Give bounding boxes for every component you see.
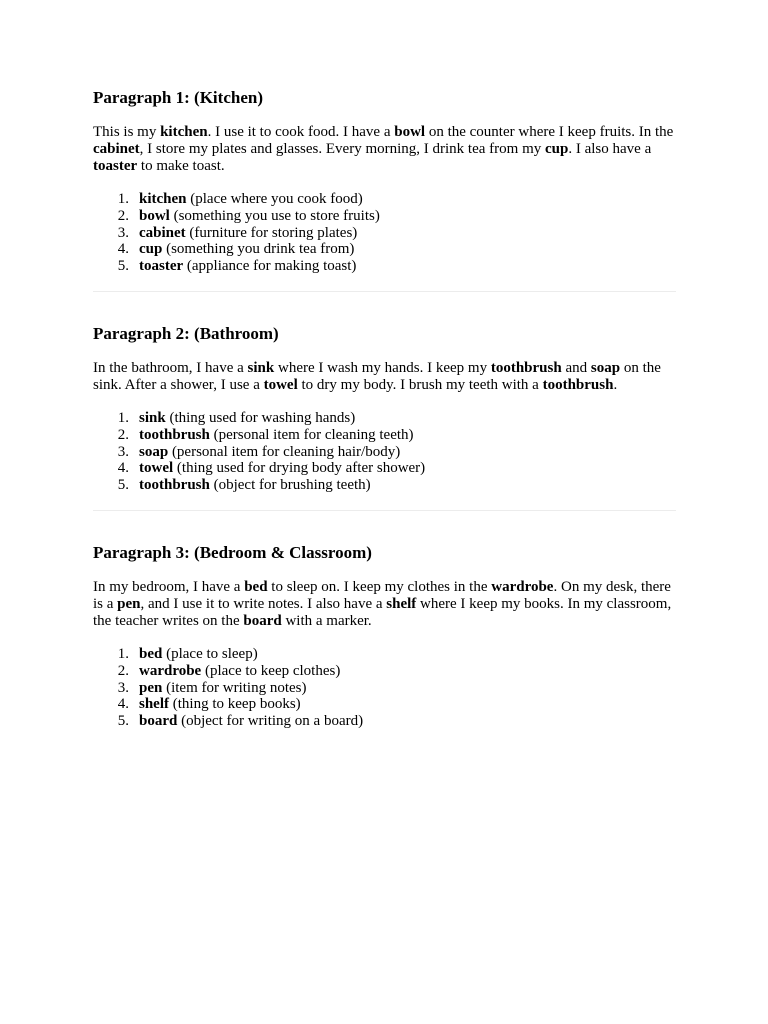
paragraph-text: where I keep my books. In my classroom, the teacher writes on the xyxy=(93,595,672,629)
vocab-definition: (thing used for drying body after shower) xyxy=(173,460,426,477)
vocab-term: cabinet xyxy=(139,224,186,241)
list-number: 3. xyxy=(117,679,129,696)
paragraph-text: In the bathroom, I have a xyxy=(93,359,248,376)
vocab-word: toothbrush xyxy=(490,359,562,376)
vocab-term: bowl xyxy=(139,207,170,224)
list-number: 5. xyxy=(117,258,129,275)
vocab-definition: (place to sleep) xyxy=(162,645,258,662)
vocab-word: cabinet xyxy=(93,141,140,157)
vocab-term: bed xyxy=(139,645,163,662)
list-number: 5. xyxy=(117,713,129,730)
vocab-word: bowl xyxy=(394,124,426,140)
vocab-definition: (personal item for cleaning teeth) xyxy=(209,426,414,443)
list-number: 1. xyxy=(117,409,129,426)
vocab-term: pen xyxy=(139,679,163,696)
vocab-list-item xyxy=(93,713,676,730)
paragraph-text: , and I use it to write notes. I also have a xyxy=(140,595,387,612)
vocab-word: towel xyxy=(263,376,298,393)
section-paragraph xyxy=(93,360,676,394)
section-heading: Paragraph 3: (Bedroom & Classroom) xyxy=(93,542,372,562)
vocab-definition: (object for brushing teeth) xyxy=(209,477,371,494)
vocab-term: board xyxy=(139,713,178,730)
vocab-word: cup xyxy=(545,141,569,157)
vocab-definition: (thing to keep books) xyxy=(169,696,301,713)
vocab-definition: (item for writing notes) xyxy=(162,679,307,696)
paragraph-text: where I wash my hands. I keep my xyxy=(274,359,491,376)
section-divider xyxy=(93,510,676,511)
vocab-term: soap xyxy=(139,443,169,460)
vocab-definition: (object for writing on a board) xyxy=(177,713,364,730)
vocab-definition: (thing used for washing hands) xyxy=(165,409,356,426)
vocab-list-item xyxy=(93,208,676,225)
section-heading: Paragraph 2: (Bathroom) xyxy=(93,323,279,343)
list-number: 5. xyxy=(117,477,129,494)
list-number: 3. xyxy=(117,443,129,460)
vocab-list-item xyxy=(93,663,676,680)
vocab-list xyxy=(93,191,676,275)
document-body xyxy=(93,88,676,730)
vocab-word: toothbrush xyxy=(542,376,614,393)
vocab-term: sink xyxy=(139,409,166,426)
vocab-term: shelf xyxy=(139,696,169,713)
section-2 xyxy=(93,324,676,494)
section-3 xyxy=(93,543,676,730)
list-number: 2. xyxy=(117,426,129,443)
vocab-term: wardrobe xyxy=(139,662,202,679)
paragraph-text: to sleep on. I keep my clothes in the xyxy=(267,578,492,595)
vocab-term: cup xyxy=(139,241,163,258)
list-number: 2. xyxy=(117,662,129,679)
vocab-word: sink xyxy=(247,359,275,376)
vocab-list-item xyxy=(93,646,676,663)
vocab-word: wardrobe xyxy=(491,578,554,595)
list-number: 4. xyxy=(117,696,129,713)
vocab-definition: (something you drink tea from) xyxy=(162,241,355,258)
vocab-list-item xyxy=(93,427,676,444)
vocab-list-item xyxy=(93,680,676,697)
list-number: 4. xyxy=(117,241,129,258)
vocab-list xyxy=(93,410,676,494)
paragraph-text: , I store my plates and glasses. Every morning, I drink tea from my xyxy=(139,141,545,157)
paragraph-text: . On my desk, there is a xyxy=(93,578,671,612)
section-divider xyxy=(93,291,676,292)
vocab-list-item xyxy=(93,191,676,208)
vocab-definition: (appliance for making toast) xyxy=(183,258,357,275)
paragraph-text: on the counter where I keep fruits. In the xyxy=(425,124,674,140)
vocab-list-item xyxy=(93,444,676,461)
list-number: 1. xyxy=(117,645,129,662)
document-page xyxy=(93,88,676,730)
section-paragraph xyxy=(93,579,676,630)
paragraph-text: . xyxy=(613,376,618,393)
vocab-word: board xyxy=(243,612,282,629)
section-1 xyxy=(93,88,676,275)
vocab-definition: (place to keep clothes) xyxy=(201,662,341,679)
list-number: 4. xyxy=(117,460,129,477)
vocab-list xyxy=(93,646,676,730)
paragraph-text: to dry my body. I brush my teeth with a xyxy=(297,376,543,393)
vocab-term: toothbrush xyxy=(139,477,210,494)
paragraph-text: . I also have a xyxy=(568,141,652,157)
vocab-list-item xyxy=(93,410,676,427)
list-number: 1. xyxy=(117,191,129,207)
vocab-word: toaster xyxy=(93,158,138,174)
vocab-term: kitchen xyxy=(139,191,187,207)
paragraph-text: This is my xyxy=(93,124,161,140)
paragraph-text: to make toast. xyxy=(137,158,225,174)
vocab-word: kitchen xyxy=(160,124,208,140)
paragraph-text: and xyxy=(561,359,591,376)
vocab-word: bed xyxy=(244,578,268,595)
paragraph-text: on the sink. After a shower, I use a xyxy=(93,359,661,393)
vocab-term: towel xyxy=(139,460,174,477)
vocab-definition: (personal item for cleaning hair/body) xyxy=(168,443,401,460)
vocab-definition: (furniture for storing plates) xyxy=(185,224,358,241)
vocab-list-item xyxy=(93,241,676,258)
vocab-list-item xyxy=(93,460,676,477)
vocab-word: shelf xyxy=(386,595,417,612)
vocab-word: soap xyxy=(590,359,621,376)
vocab-word: pen xyxy=(117,595,141,612)
section-paragraph xyxy=(93,124,676,175)
section-heading: Paragraph 1: (Kitchen) xyxy=(93,88,263,107)
vocab-list-item xyxy=(93,477,676,494)
paragraph-text: . I use it to cook food. I have a xyxy=(207,124,395,140)
paragraph-text: with a marker. xyxy=(281,612,372,629)
vocab-list-item xyxy=(93,225,676,242)
list-number: 3. xyxy=(117,224,129,241)
paragraph-text: In my bedroom, I have a xyxy=(93,578,245,595)
vocab-term: toothbrush xyxy=(139,426,210,443)
vocab-definition: (place where you cook food) xyxy=(186,191,363,207)
vocab-term: toaster xyxy=(139,258,184,275)
list-number: 2. xyxy=(117,207,129,224)
vocab-list-item xyxy=(93,258,676,275)
vocab-list-item xyxy=(93,696,676,713)
vocab-definition: (something you use to store fruits) xyxy=(169,207,380,224)
